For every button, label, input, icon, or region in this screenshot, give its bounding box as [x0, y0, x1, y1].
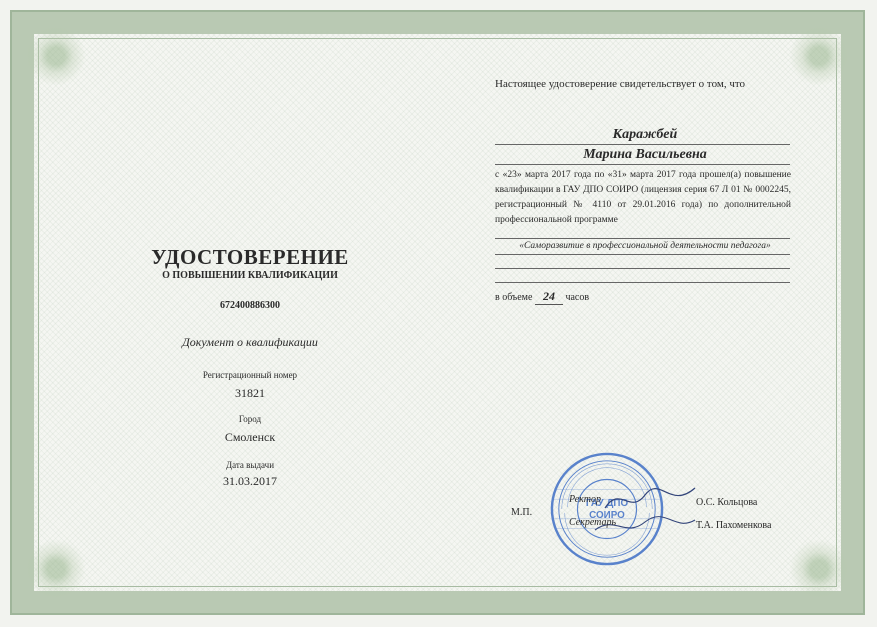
corner-ornament — [26, 539, 86, 599]
intro-text: Настоящее удостоверение свидетельствует о том, что — [495, 78, 746, 90]
underline — [495, 268, 790, 269]
corner-ornament — [789, 539, 849, 599]
seal-place-label: М.П. — [511, 507, 533, 518]
holder-given-names: Марина Васильевна — [583, 147, 707, 162]
underline — [495, 238, 790, 239]
hours-suffix: часов — [565, 292, 590, 303]
hours-value: 24 — [535, 289, 563, 305]
city-value: Смоленск — [224, 430, 276, 444]
document-type: Документ о квалификации — [182, 335, 318, 349]
program-name: «Саморазвитие в профессиональной деятельности педагога» — [519, 241, 771, 251]
issue-date-value: 31.03.2017 — [223, 474, 277, 488]
rector-role: Ректор — [569, 494, 601, 505]
stamp-line-1: ГАУ ДПО — [585, 498, 629, 510]
hours-prefix: в объеме — [495, 292, 533, 303]
secretary-role: Секретарь — [569, 517, 617, 528]
underline — [495, 164, 790, 165]
underline — [495, 282, 790, 283]
serial-number: 672400886300 — [220, 300, 280, 311]
corner-ornament — [789, 26, 849, 86]
rector-name: О.С. Кольцова — [696, 497, 758, 508]
secretary-name: Т.А. Пахоменкова — [696, 520, 772, 531]
underline — [495, 144, 790, 145]
city-label: Город — [238, 414, 262, 424]
registration-number-value: 31821 — [235, 386, 265, 400]
underline — [495, 254, 790, 255]
issue-date-label: Дата выдачи — [225, 460, 275, 470]
document-subtitle: О ПОВЫШЕНИИ КВАЛИФИКАЦИИ — [162, 270, 338, 281]
holder-surname: Каражбей — [612, 127, 678, 142]
training-details: с «23» марта 2017 года по «31» марта 2017 года прошел(а) повышение квалификации в ГАУ ДПО СОИРО (лицензия серия 67 Л 01 № 0002245, регистрационный № 4110 от 29.01.2016 года) по дополнительной профессиональной программе — [495, 170, 791, 225]
registration-number-label: Регистрационный номер — [202, 370, 298, 380]
hours-line — [495, 289, 795, 305]
corner-ornament — [26, 26, 86, 86]
document-title: УДОСТОВЕРЕНИЕ — [151, 245, 349, 269]
stamp-line-2: СОИРО — [589, 509, 625, 521]
